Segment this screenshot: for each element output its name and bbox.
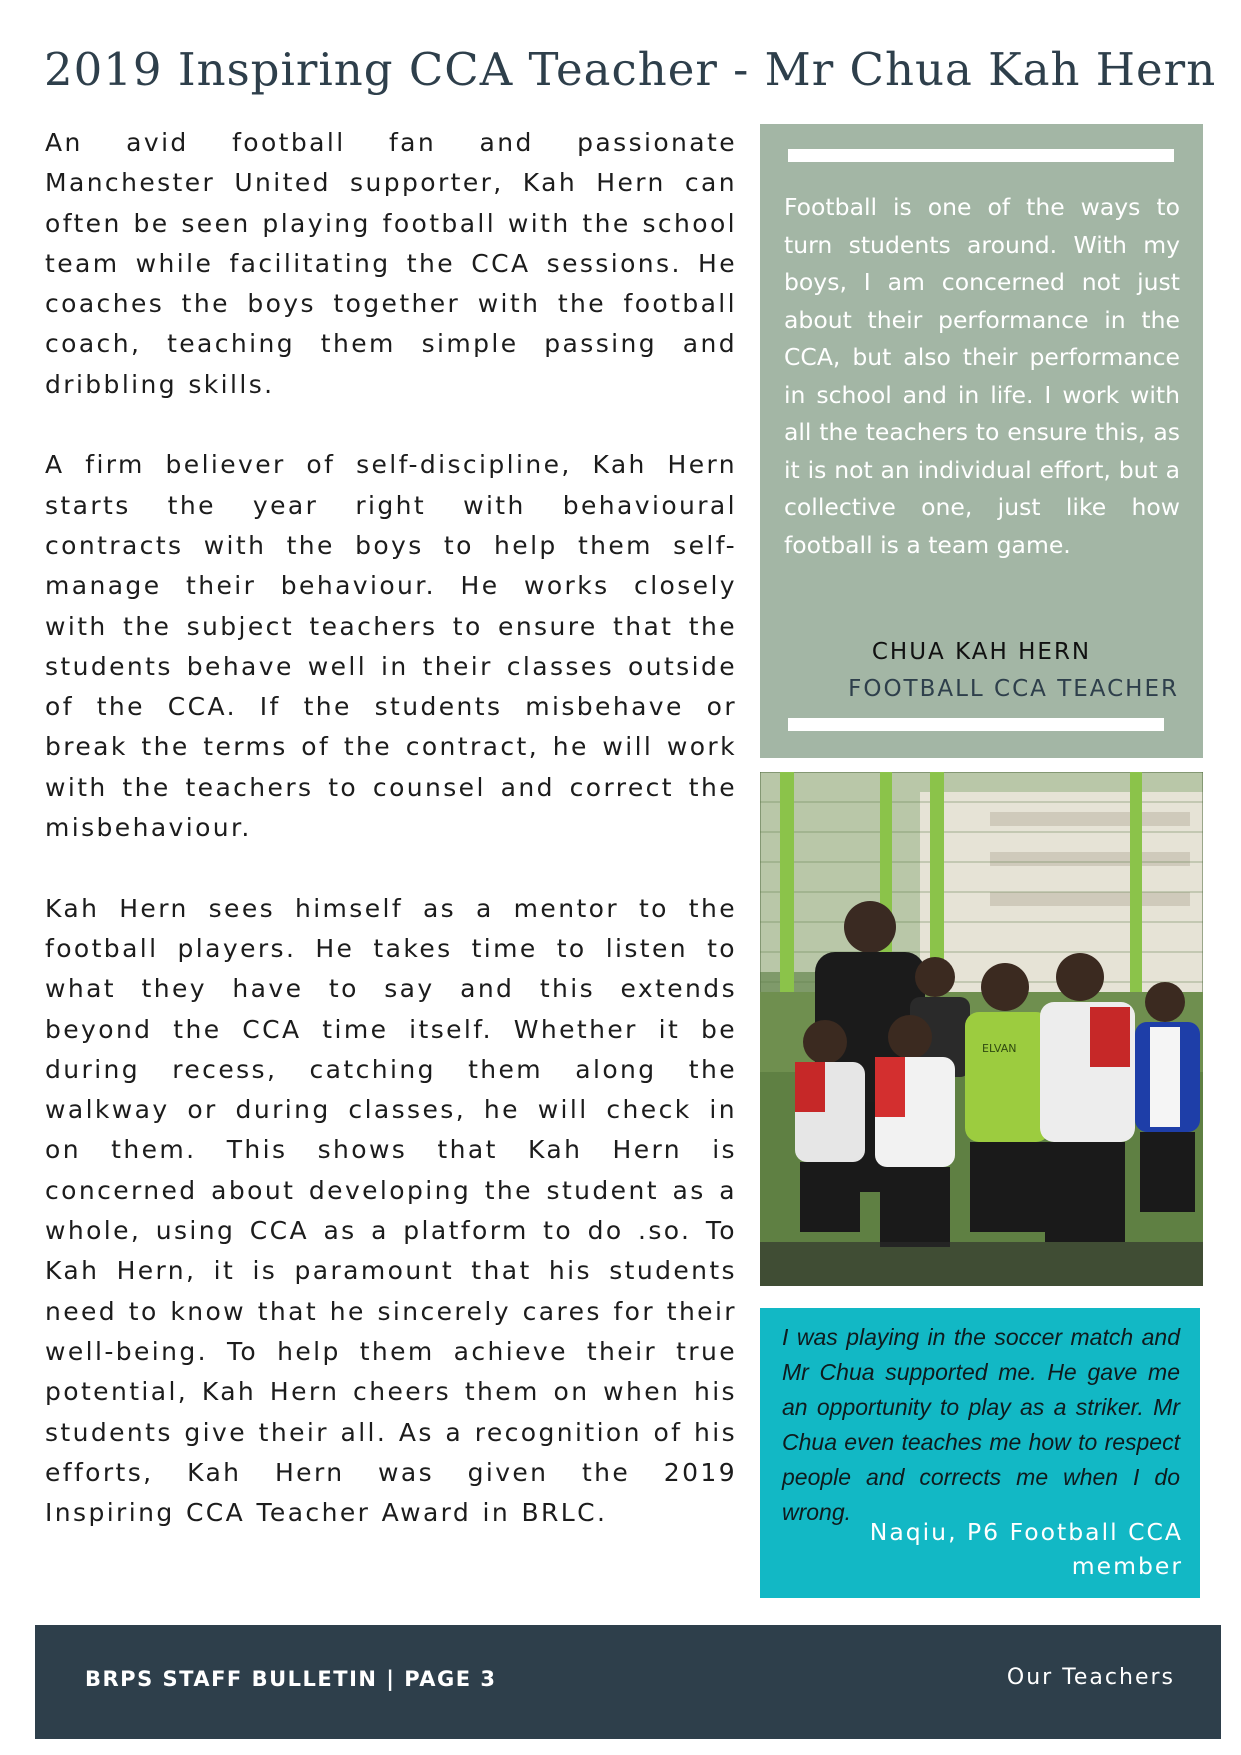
teacher-quote-role: FOOTBALL CCA TEACHER	[848, 676, 1179, 702]
quote-divider-bottom	[788, 718, 1164, 731]
page-footer	[35, 1625, 1221, 1739]
teacher-quote-name: CHUA KAH HERN	[871, 639, 1092, 665]
jersey-text: ELVAN	[982, 1042, 1017, 1055]
teacher-quote-text: Football is one of the ways to turn students around. With my boys, I am concerned not just about their performance in the CCA, but also their performance in school and in life. I work with all the teachers to ensure this, as it is not an individual effort, but a collective one, just like how football is a team game.	[784, 193, 1180, 559]
page-title: 2019 Inspiring CCA Teacher - Mr Chua Kah Hern	[44, 43, 1217, 96]
photo-illustration	[760, 772, 1203, 1286]
article-paragraph: An avid football fan and passionate Manchester United supporter, Kah Hern can often be seen playing football with the school team while facilitating the CCA sessions. He coaches the boys together with the football coach, teaching them simple passing and dribbling skills.	[45, 128, 737, 399]
article-body	[45, 123, 737, 1533]
football-team-photo	[760, 772, 1203, 1286]
article-paragraph: Kah Hern sees himself as a mentor to the football players. He takes time to listen to what they have to say and this extends beyond the CCA time itself. Whether it be during recess, catching them along the walkway or during classes, he will check in on them. This shows that Kah Hern is concerned about developing the student as a whole, using CCA as a platform to do .so. To Kah Hern, it is paramount that his students need to know that he sincerely cares for their well-being. To help them achieve their true potential, Kah Hern cheers them on when his students give their all. As a recognition of his efforts, Kah Hern was given the 2019 Inspiring CCA Teacher Award in BRLC.	[45, 893, 737, 1528]
article-paragraph: A firm believer of self-discipline, Kah Hern starts the year right with behavioural contracts with the boys to help them self-manage their behaviour. He works closely with the subject teachers to ensure that the students behave well in their classes outside of the CCA. If the students misbehave or break the terms of the contract, he will work with the teachers to counsel and correct the misbehaviour.	[45, 450, 737, 843]
student-quote-box	[760, 1308, 1200, 1598]
student-quote-attribution: Naqiu, P6 Football CCA member	[869, 1518, 1183, 1580]
student-quote-text: I was playing in the soccer match and Mr Chua supported me. He gave me an opportunity to play as a striker. Mr Chua even teaches me how to respect people and corrects me when I do wrong.	[782, 1324, 1180, 1525]
footer-section-label: Our Teachers	[1006, 1665, 1175, 1690]
footer-bulletin-label: BRPS STAFF BULLETIN | PAGE 3	[85, 1667, 497, 1691]
quote-divider-top	[788, 149, 1174, 162]
teacher-quote-box	[760, 124, 1203, 758]
